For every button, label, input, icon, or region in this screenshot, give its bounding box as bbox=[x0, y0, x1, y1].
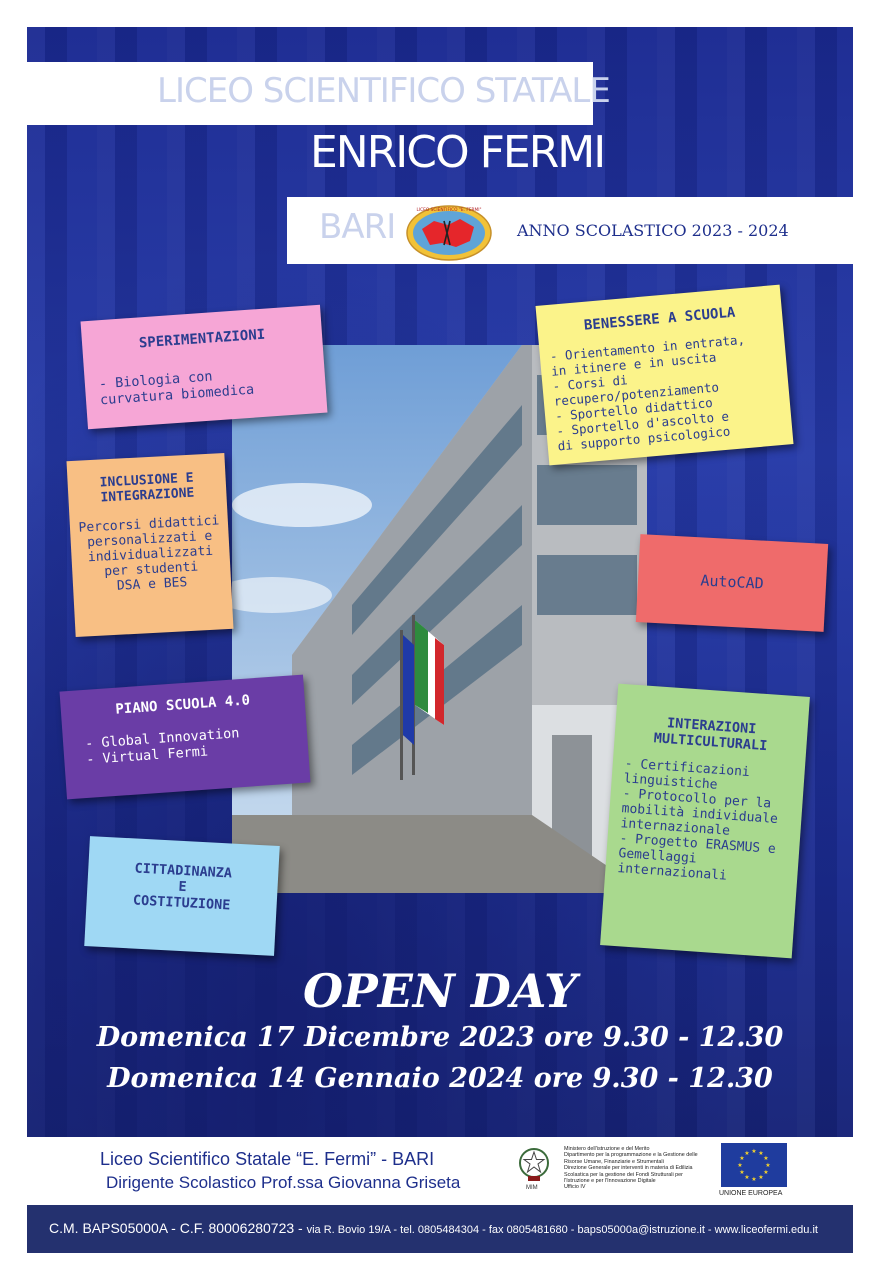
svg-text:★: ★ bbox=[765, 1162, 771, 1169]
note-benessere-body: - Orientamento in entrata, in itinere e in uscita - Corsi di recupero/potenziamento - Sportello didattico - Sportello d'ascolto e di supporto psicologico bbox=[549, 331, 746, 454]
mim-label: MIM bbox=[526, 1185, 538, 1191]
note-interazioni-title: INTERAZIONI MULTICULTURALI bbox=[653, 715, 768, 755]
city-label: BARI bbox=[319, 207, 396, 247]
note-interazioni-body: - Certificazioni linguistiche - Protocollo per la mobilità individuale internazionale - Progetto ERASMUS e Gemellaggi internazionali bbox=[616, 756, 779, 884]
note-inclusione-body: Percorsi didattici personalizzati e individualizzati per studenti DSA e BES bbox=[78, 513, 220, 594]
note-piano-title: PIANO SCUOLA 4.0 bbox=[114, 692, 251, 718]
svg-text:★: ★ bbox=[751, 1176, 757, 1183]
footer-school-name: Liceo Scientifico Statale “E. Fermi” - BARI bbox=[100, 1149, 435, 1169]
svg-text:★: ★ bbox=[763, 1155, 769, 1162]
bottom-address: via R. Bovio 19/A - tel. 0805484304 - fax 0805481680 - baps05000a@istruzione.it - www.liceofermi.edu.it bbox=[306, 1224, 818, 1236]
svg-text:★: ★ bbox=[758, 1150, 764, 1157]
open-day-date-2: Domenica 14 Gennaio 2024 ore 9.30 - 12.30 bbox=[107, 1063, 773, 1094]
note-benessere bbox=[535, 285, 793, 466]
svg-text:★: ★ bbox=[763, 1169, 769, 1176]
open-day-title: OPEN DAY bbox=[303, 964, 577, 1018]
note-sperimentazioni bbox=[81, 305, 328, 429]
poster bbox=[27, 27, 853, 1253]
svg-text:★: ★ bbox=[739, 1155, 745, 1162]
note-autocad bbox=[636, 534, 828, 632]
bottom-contacts bbox=[49, 1220, 818, 1238]
svg-text:★: ★ bbox=[751, 1148, 757, 1155]
note-sperimentazioni-title: SPERIMENTAZIONI bbox=[138, 326, 266, 352]
open-day-date-1: Domenica 17 Dicembre 2023 ore 9.30 - 12.30 bbox=[96, 1022, 784, 1053]
note-inclusione-title: INCLUSIONE E INTEGRAZIONE bbox=[99, 470, 195, 506]
note-benessere-title: BENESSERE A SCUOLA bbox=[583, 304, 736, 334]
note-cittadinanza bbox=[84, 836, 279, 956]
eu-label: UNIONE EUROPEA bbox=[719, 1190, 783, 1197]
ministero-text: Ministero dell'istruzione e del Merito Dipartimento per la programmazione e la Gestione delle Risorse Umane, Finanziarie e Strumentali Direzione Generale per interventi in materia di Edilizia Scolastica per la gestione dei Fondi Strutturali per l'Istruzione e per l'Innovazione Digitale Ufficio IV bbox=[564, 1146, 698, 1191]
eu-flag-icon bbox=[721, 1143, 787, 1187]
note-piano-body: - Global Innovation - Virtual Fermi bbox=[84, 725, 240, 768]
svg-text:★: ★ bbox=[758, 1174, 764, 1181]
school-name-title: ENRICO FERMI bbox=[310, 127, 605, 178]
svg-text:★: ★ bbox=[739, 1169, 745, 1176]
bottom-codes: C.M. BAPS05000A - C.F. 80006280723 - bbox=[49, 1220, 307, 1236]
svg-text:★: ★ bbox=[737, 1162, 743, 1169]
note-inclusione bbox=[67, 453, 234, 637]
svg-text:★: ★ bbox=[744, 1150, 750, 1157]
italian-republic-emblem-icon bbox=[518, 1147, 550, 1183]
note-sperimentazioni-body: - Biologia con curvatura biomedica bbox=[98, 368, 255, 409]
note-piano-scuola bbox=[60, 675, 311, 800]
note-interazioni bbox=[600, 684, 810, 959]
footer-principal: Dirigente Scolastico Prof.ssa Giovanna Griseta bbox=[106, 1173, 461, 1192]
note-autocad-title: AutoCAD bbox=[700, 571, 765, 593]
school-logo bbox=[404, 203, 494, 261]
school-type-title: LICEO SCIENTIFICO STATALE bbox=[157, 71, 610, 111]
logo-text: LICEO SCIENTIFICO "E. FERMI" bbox=[416, 208, 482, 213]
svg-text:★: ★ bbox=[744, 1174, 750, 1181]
school-year: ANNO SCOLASTICO 2023 - 2024 bbox=[517, 221, 789, 240]
note-cittadinanza-title: CITTADINANZA E COSTITUZIONE bbox=[132, 860, 233, 914]
